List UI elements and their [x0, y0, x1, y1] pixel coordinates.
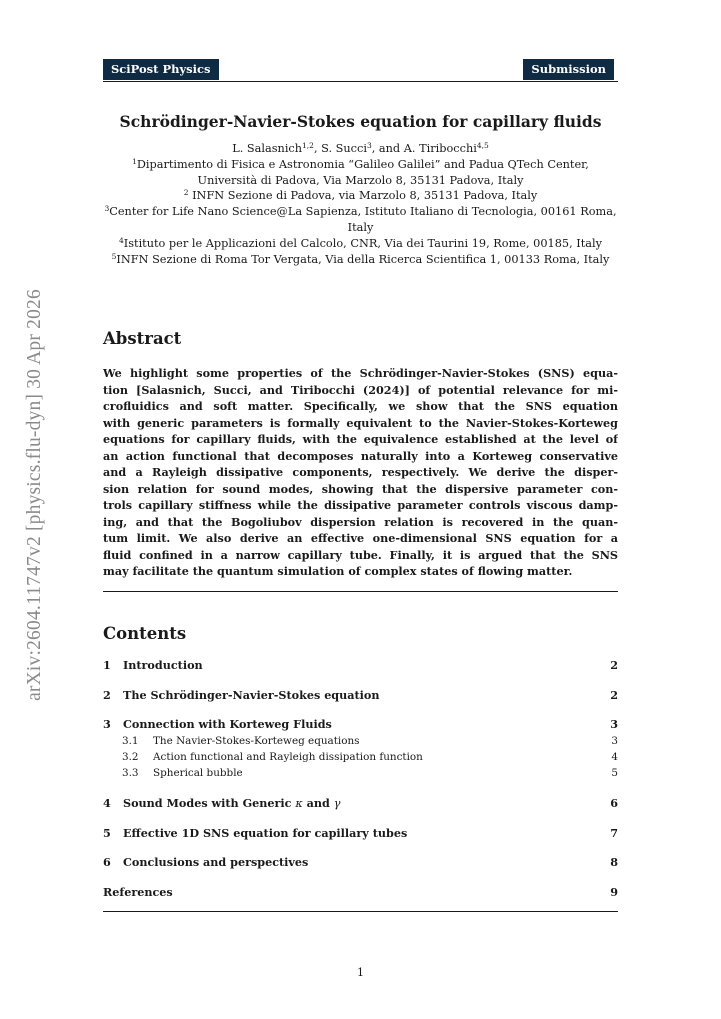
abstract-line: sion relation for sound modes, showing that the dispersive parameter con- — [103, 481, 618, 496]
toc-entry[interactable] — [103, 688, 618, 704]
toc-number: 3 — [103, 717, 111, 731]
abstract-line: We highlight some properties of the Schrödinger-Navier-Stokes (SNS) equa- — [103, 366, 618, 380]
affiliation-line: $^1$Dipartimento di Fisica e Astronomia “Galileo Galilei” and Padua QTech Center, — [132, 156, 589, 171]
abstract-line: ing, and that the Bogoliubov dispersion relation is recovered in the quan- — [103, 514, 618, 529]
page-number: 1 — [357, 966, 364, 979]
toc-label: Connection with Korteweg Fluids — [123, 717, 332, 731]
abstract-line: with generic parameters is formally equivalent to the Navier-Stokes-Korteweg — [103, 415, 618, 430]
toc-number: 1 — [103, 658, 111, 672]
author-line — [103, 141, 618, 157]
toc-entry[interactable] — [103, 885, 618, 901]
toc-entry[interactable] — [103, 855, 618, 871]
abstract-line: tum limit. We also derive an effective one-dimensional SNS equation for a — [103, 531, 618, 545]
affiliation-line: $^5$INFN Sezione di Roma Tor Vergata, Via della Ricerca Scientifica 1, 00133 Roma, Italy — [111, 251, 610, 266]
toc-entry[interactable] — [103, 717, 618, 733]
toc-page: 9 — [610, 885, 618, 899]
abstract-line: fluid confined in a narrow capillary tube. Finally, it is argued that the SNS — [103, 547, 618, 562]
toc-page: 3 — [610, 717, 618, 731]
toc-page: 2 — [610, 688, 618, 702]
kappa-symbol: κ — [295, 797, 303, 810]
abstract-line: may facilitate the quantum simulation of complex states of flowing matter. — [103, 564, 573, 578]
toc-subentry[interactable] — [103, 735, 618, 751]
toc-entry[interactable] — [103, 658, 618, 674]
toc-page: 2 — [610, 658, 618, 672]
toc-subentry[interactable] — [103, 751, 618, 767]
toc-page: 8 — [610, 855, 618, 869]
author-block — [103, 141, 618, 267]
toc-number: 2 — [103, 688, 111, 702]
toc-page: 3 — [611, 735, 618, 747]
toc-page: 4 — [611, 751, 618, 763]
author-name: L. Salasnich — [232, 142, 303, 155]
toc-number: 6 — [103, 855, 111, 869]
toc-label: The Schrödinger-Navier-Stokes equation — [123, 688, 380, 702]
affiliation-line: Università di Padova, Via Marzolo 8, 35131 Padova, Italy — [197, 173, 524, 187]
toc-label: The Navier-Stokes-Korteweg equations — [153, 735, 360, 747]
journal-badge: SciPost Physics — [103, 59, 219, 80]
toc-number: 5 — [103, 826, 111, 840]
submission-badge: Submission — [523, 59, 614, 80]
toc-number: 3.2 — [122, 751, 139, 763]
toc-entry[interactable] — [103, 826, 618, 842]
toc-label: References — [103, 885, 173, 899]
author-sup: 4,5 — [476, 141, 489, 150]
toc-page: 5 — [611, 767, 618, 779]
toc-entry[interactable] — [103, 796, 618, 812]
affiliation-line: $^3$Center for Life Nano Science@La Sapienza, Istituto Italiano di Tecnologia, 00161 Roma, — [104, 204, 617, 219]
toc-number: 3.3 — [122, 767, 139, 779]
abstract-line: tion [Salasnich, Succi, and Tiribocchi (2024)] of potential relevance for mi- — [103, 382, 618, 397]
toc-label: Action functional and Rayleigh dissipation function — [153, 751, 423, 763]
toc-label: Effective 1D SNS equation for capillary tubes — [123, 826, 408, 840]
author-name: , and A. Tiribocchi — [371, 142, 477, 155]
toc-number: 4 — [103, 796, 111, 810]
author-name: , S. Succi — [313, 142, 367, 155]
abstract-line: an action functional that decomposes naturally into a Korteweg conservative — [103, 448, 618, 463]
toc-label: Introduction — [123, 658, 203, 672]
toc-page: 6 — [610, 796, 618, 810]
author-sup: 3 — [366, 141, 372, 150]
toc-label: Conclusions and perspectives — [123, 855, 309, 869]
contents-heading: Contents — [103, 624, 187, 643]
section-divider — [103, 591, 618, 592]
arxiv-id-text: arXiv:2604.11747v2 [physics.flu-dyn] 30 Apr 2026 — [24, 289, 45, 701]
author-sup: 1,2 — [302, 141, 314, 150]
affiliation-line: Italy — [347, 220, 374, 234]
journal-header — [103, 59, 618, 82]
abstract-heading: Abstract — [103, 329, 182, 348]
toc-label: Spherical bubble — [153, 767, 243, 779]
toc-page: 7 — [610, 826, 618, 840]
abstract-line: crofluidics and soft matter. Specifically, we show that the SNS equation — [103, 399, 618, 413]
abstract-line: trols capillary stiffness while the dissipative parameter controls viscous damp- — [103, 498, 618, 512]
gamma-symbol: γ — [333, 797, 341, 810]
toc-number: 3.1 — [122, 735, 139, 747]
section-divider — [103, 911, 618, 912]
toc-label: Sound Modes with Generic κ and γ — [123, 796, 341, 810]
paper-title: Schrödinger-Navier-Stokes equation for capillary fluids — [119, 112, 602, 131]
affiliation-line: $^2$ INFN Sezione di Padova, via Marzolo 8, 35131 Padova, Italy — [183, 188, 538, 203]
toc-subentry[interactable] — [103, 767, 618, 783]
abstract-line: and a Rayleigh dissipative components, respectively. We derive the disper- — [103, 465, 618, 479]
abstract-line: equations for capillary fluids, with the equivalence established at the level of — [103, 432, 618, 446]
abstract-body — [103, 365, 618, 580]
affiliation-line: $^4$Istituto per le Applicazioni del Calcolo, CNR, Via dei Taurini 19, Rome, 00185, Italy — [118, 235, 603, 250]
arxiv-stamp — [20, 250, 50, 740]
